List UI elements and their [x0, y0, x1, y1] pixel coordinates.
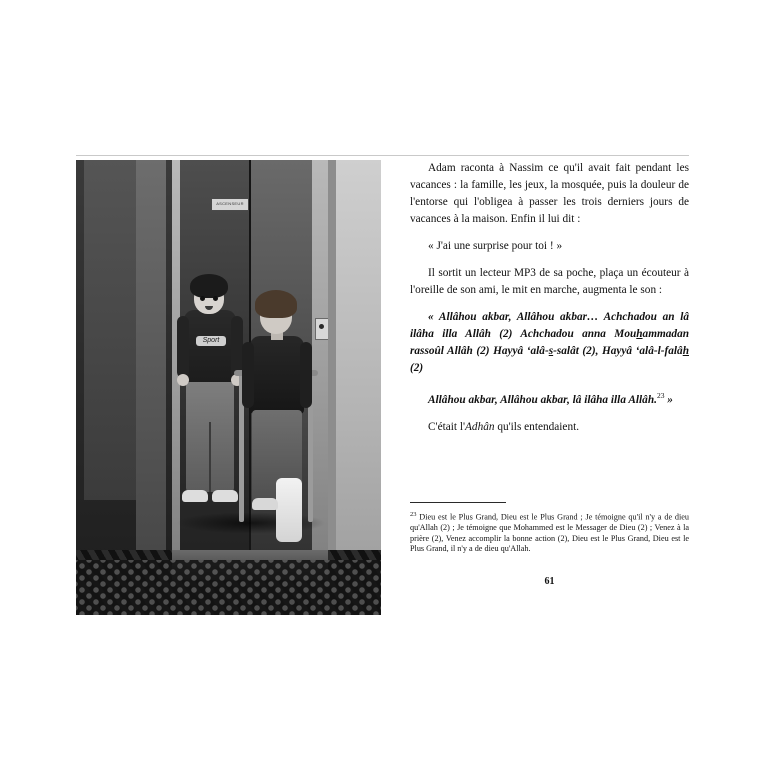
- adhan-italic-word: [465, 421, 495, 433]
- boy-right-torso: [250, 336, 304, 414]
- quote-underlined-h: h: [636, 328, 643, 340]
- elevator-call-button-icon: [319, 324, 324, 329]
- quote-underlined-s: s: [548, 345, 554, 357]
- boy-right-arm-right: [300, 342, 312, 408]
- paragraph-closing: [410, 419, 689, 436]
- boy-right-hair: [255, 290, 297, 318]
- adhan-quote-block-2: [410, 387, 689, 409]
- closing-text-post: qu'ils entendaient.: [494, 420, 580, 433]
- adhan-letter-a: A: [465, 420, 472, 433]
- elevator-sign-label: ASCENSEUR: [216, 201, 244, 206]
- footnote-number: 23: [410, 511, 417, 518]
- quote-text-part-4: (2): [410, 362, 424, 374]
- boy-left-shoe-right: [212, 490, 238, 502]
- closing-text-pre: C'était l': [428, 420, 466, 433]
- quote-open-mark: «: [428, 311, 439, 323]
- boy-left-hair: [190, 274, 228, 298]
- illustration-left-page: [76, 160, 381, 615]
- floor-hex-tiles: [76, 560, 381, 615]
- boy-left-eye-right: [213, 296, 218, 301]
- page-number: 61: [544, 576, 555, 587]
- paragraph-3: Il sortit un lecteur MP3 de sa poche, plaça un écouteur à l'oreille de son ami, le mit en marche, augmenta le son :: [410, 267, 689, 296]
- footnote-reference-marker[interactable]: 23: [656, 391, 665, 400]
- quote-text-part-1: Allâhou akbar, Allâhou akbar… Achchadou an lâ ilâha illa Allâh (2) Achchadou anna Mou: [410, 311, 689, 340]
- quote-text-part-3: -salât (2), Hayyâ ‘alâ-l-falâ: [553, 345, 683, 357]
- paragraph-2: « J'ai une surprise pour toi ! »: [428, 240, 563, 252]
- adhan-letters-an: ân: [483, 420, 495, 433]
- spread-container: [76, 155, 689, 615]
- quote-text-part-5: Allâhou akbar, Allâhou akbar, lâ ilâha illa Allâh.: [428, 393, 657, 406]
- adhan-underlined-dh: dh: [471, 420, 484, 433]
- quote-close-mark: »: [664, 393, 673, 406]
- corridor-wall-panel-secondary: [136, 160, 166, 615]
- elevator-sign: [211, 198, 249, 211]
- text-right-page: [410, 160, 689, 615]
- paragraph-1: Adam raconta à Nassim ce qu'il avait fait pendant les vacances : la famille, les jeux, la mosquée, puis la douleur de l'entorse qui l'obligea à passer les trois derniers jours de vacances à la maison. Enfin il lui dit :: [410, 162, 689, 225]
- boy-left-eye-left: [200, 296, 205, 301]
- boy-right-shoe: [252, 498, 278, 510]
- footnote-block: [410, 510, 689, 555]
- corridor-wall-right-edge: [328, 160, 336, 615]
- boy-right-leg-cast: [276, 478, 302, 542]
- characters-shadow: [176, 512, 326, 534]
- adhan-quote-block-1: [410, 309, 689, 377]
- boy-left-torso: [184, 310, 236, 385]
- corridor-wall-panel: [84, 160, 136, 500]
- boy-left-shirt-logo: Sport: [196, 336, 226, 346]
- boy-left-shoe-left: [182, 490, 208, 502]
- footnote-text: Dieu est le Plus Grand, Dieu est le Plus Grand ; Je témoigne qu'il n'y a de dieu qu'Allah (2) ; Je témoigne que Mohammed est le Messager de Dieu (2) ; Venez à la prière (2), Venez accomplir la bonne action (2), Dieu est le Plus Grand, Dieu est le Plus Grand, il n'y a de dieu qu'Allah.: [410, 512, 689, 554]
- quote-text-part-2: ammadan rassoûl Allâh (2) Hayyâ ‘alâ-: [410, 328, 689, 357]
- boy-left-hand-left: [177, 374, 189, 386]
- boy-right-arm-left: [242, 342, 254, 408]
- top-divider-rule: [76, 155, 689, 156]
- footnote-separator-rule: [410, 502, 506, 503]
- boy-left-leg-seam: [209, 422, 211, 492]
- quote-underlined-h2: h: [682, 345, 689, 357]
- boy-left-arm-left: [177, 316, 189, 378]
